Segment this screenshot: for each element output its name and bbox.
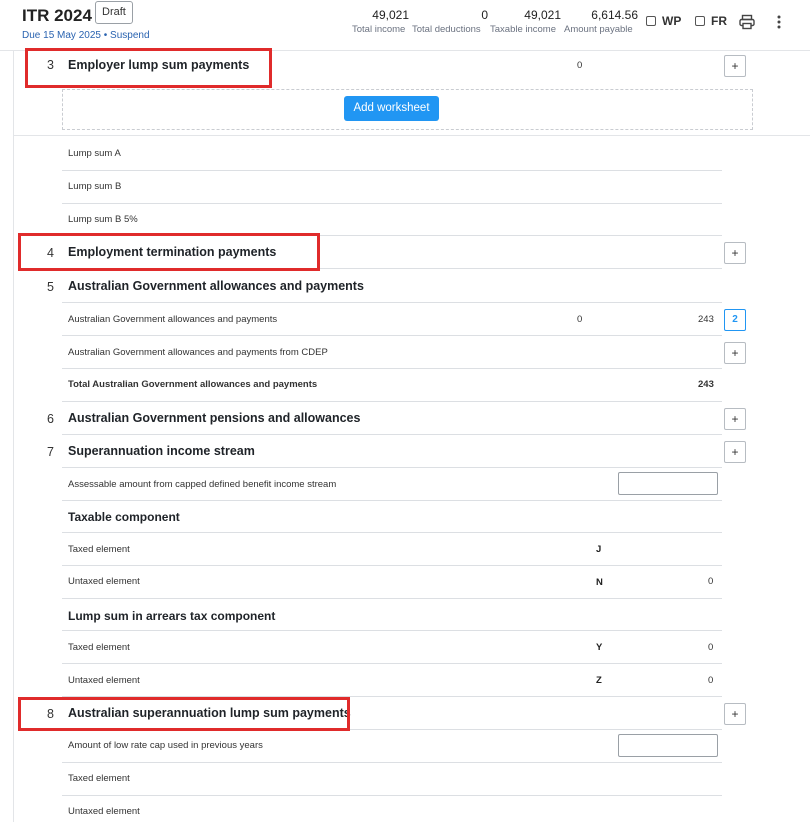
highlight-box (25, 48, 272, 88)
list-item (62, 369, 722, 402)
due-separator: • (103, 30, 108, 41)
stat-label: Taxable income (490, 24, 557, 35)
section-row (62, 402, 722, 435)
stat-taxable-income (524, 8, 561, 22)
stat-total-income (372, 8, 409, 22)
row-value: 243 (698, 314, 714, 325)
list-item (62, 763, 722, 796)
section-title-govt-pensions: Australian Government pensions and allowances (68, 411, 361, 425)
stat-total-deductions (481, 8, 488, 22)
add-button[interactable]: + (724, 408, 746, 430)
stat-label: Amount payable (564, 24, 633, 35)
section-title-employment-termination: Employment termination payments (68, 245, 277, 259)
checkbox-box[interactable] (695, 16, 705, 26)
stat-value: 0 (481, 8, 488, 22)
return-header (0, 0, 810, 51)
section-row (62, 269, 722, 303)
stat-value: 49,021 (372, 8, 409, 22)
add-button[interactable]: + (724, 242, 746, 264)
list-item (62, 336, 722, 369)
row-label: Lump sum B 5% (68, 214, 138, 225)
row-label: Untaxed element (68, 806, 140, 817)
list-item (62, 170, 722, 204)
label-code: N (596, 577, 603, 588)
stat-label: Total income (352, 24, 406, 35)
list-item (62, 136, 722, 171)
section-title-govt-allowances: Australian Government allowances and payments (68, 279, 364, 293)
row-label: Amount of low rate cap used in previous years (68, 740, 263, 751)
row-label: Assessable amount from capped defined benefit income stream (68, 479, 337, 490)
row-value: 0 (708, 576, 714, 587)
checkbox-box[interactable] (646, 16, 656, 26)
row-value-total: 243 (698, 379, 714, 390)
add-button[interactable]: + (724, 441, 746, 463)
row-label: Untaxed element (68, 675, 140, 686)
stat-taxable-income-label-wrap (490, 22, 556, 35)
highlight-box (18, 697, 350, 731)
list-item (62, 203, 722, 236)
group-heading: Taxable component (68, 510, 180, 524)
row-value: 0 (577, 314, 583, 325)
highlight-box (18, 233, 320, 271)
stat-value: 49,021 (524, 8, 561, 22)
section-title-employer-lump-sum: Employer lump sum payments (68, 58, 250, 72)
due-line (22, 30, 150, 41)
row-label: Untaxed element (68, 576, 140, 587)
section-number: 4 (47, 246, 54, 260)
list-item (62, 501, 722, 533)
row-label: Taxed element (68, 642, 130, 653)
add-button[interactable]: + (724, 55, 746, 77)
stat-amount-payable (591, 8, 638, 22)
row-label-total: Total Australian Government allowances and payments (68, 379, 318, 390)
section-number: 7 (47, 445, 54, 459)
list-item (62, 796, 722, 822)
status-badge: Draft (95, 1, 133, 24)
stat-label: Total deductions (412, 24, 481, 35)
row-value: 0 (708, 675, 714, 686)
add-worksheet-button[interactable]: Add worksheet (344, 96, 439, 121)
row-label: Australian Government allowances and payments from CDEP (68, 347, 328, 358)
add-button[interactable]: + (724, 703, 746, 725)
list-item (62, 631, 722, 664)
list-item (62, 303, 722, 336)
label-code: Z (596, 675, 602, 686)
due-label: Due (22, 30, 41, 41)
stat-total-deductions-label-wrap (412, 22, 481, 35)
due-date: 15 May 2025 (43, 30, 101, 41)
group-heading: Lump sum in arrears tax component (68, 609, 276, 623)
stat-value: 6,614.56 (591, 8, 638, 22)
section-title-super-income-stream: Superannuation income stream (68, 444, 255, 458)
row-label: Taxed element (68, 544, 130, 555)
section-value: 0 (577, 60, 583, 71)
stat-total-income-label-wrap (352, 22, 405, 35)
more-vertical-icon[interactable] (770, 13, 788, 31)
row-label: Taxed element (68, 773, 130, 784)
checkbox-label: FR (711, 14, 727, 28)
fr-checkbox[interactable] (695, 14, 727, 28)
page-title: ITR 2024 (22, 6, 92, 25)
section-title-super-lump-sum: Australian superannuation lump sum payments (68, 706, 351, 720)
add-button[interactable]: + (724, 342, 746, 364)
row-value: 0 (708, 642, 714, 653)
list-item (62, 599, 722, 631)
row-label: Lump sum A (68, 148, 121, 159)
wp-checkbox[interactable] (646, 14, 681, 28)
label-code: Y (596, 642, 603, 653)
checkbox-label: WP (662, 14, 682, 28)
stat-amount-payable-label-wrap (564, 22, 633, 35)
section-number: 5 (47, 280, 54, 294)
row-label: Australian Government allowances and payments (68, 314, 278, 325)
suspend-link[interactable]: Suspend (110, 30, 150, 41)
list-item (62, 664, 722, 697)
print-icon[interactable] (738, 13, 756, 31)
assessable-amount-input[interactable] (618, 472, 718, 495)
list-item (62, 533, 722, 566)
section-row (62, 435, 722, 468)
section-number: 3 (47, 58, 54, 72)
section-number: 8 (47, 707, 54, 721)
worksheet-count-badge[interactable]: 2 (724, 309, 746, 331)
list-item (62, 566, 722, 599)
low-rate-cap-input[interactable] (618, 734, 718, 757)
label-code: J (596, 544, 602, 555)
row-label: Lump sum B (68, 181, 122, 192)
section-number: 6 (47, 412, 54, 426)
